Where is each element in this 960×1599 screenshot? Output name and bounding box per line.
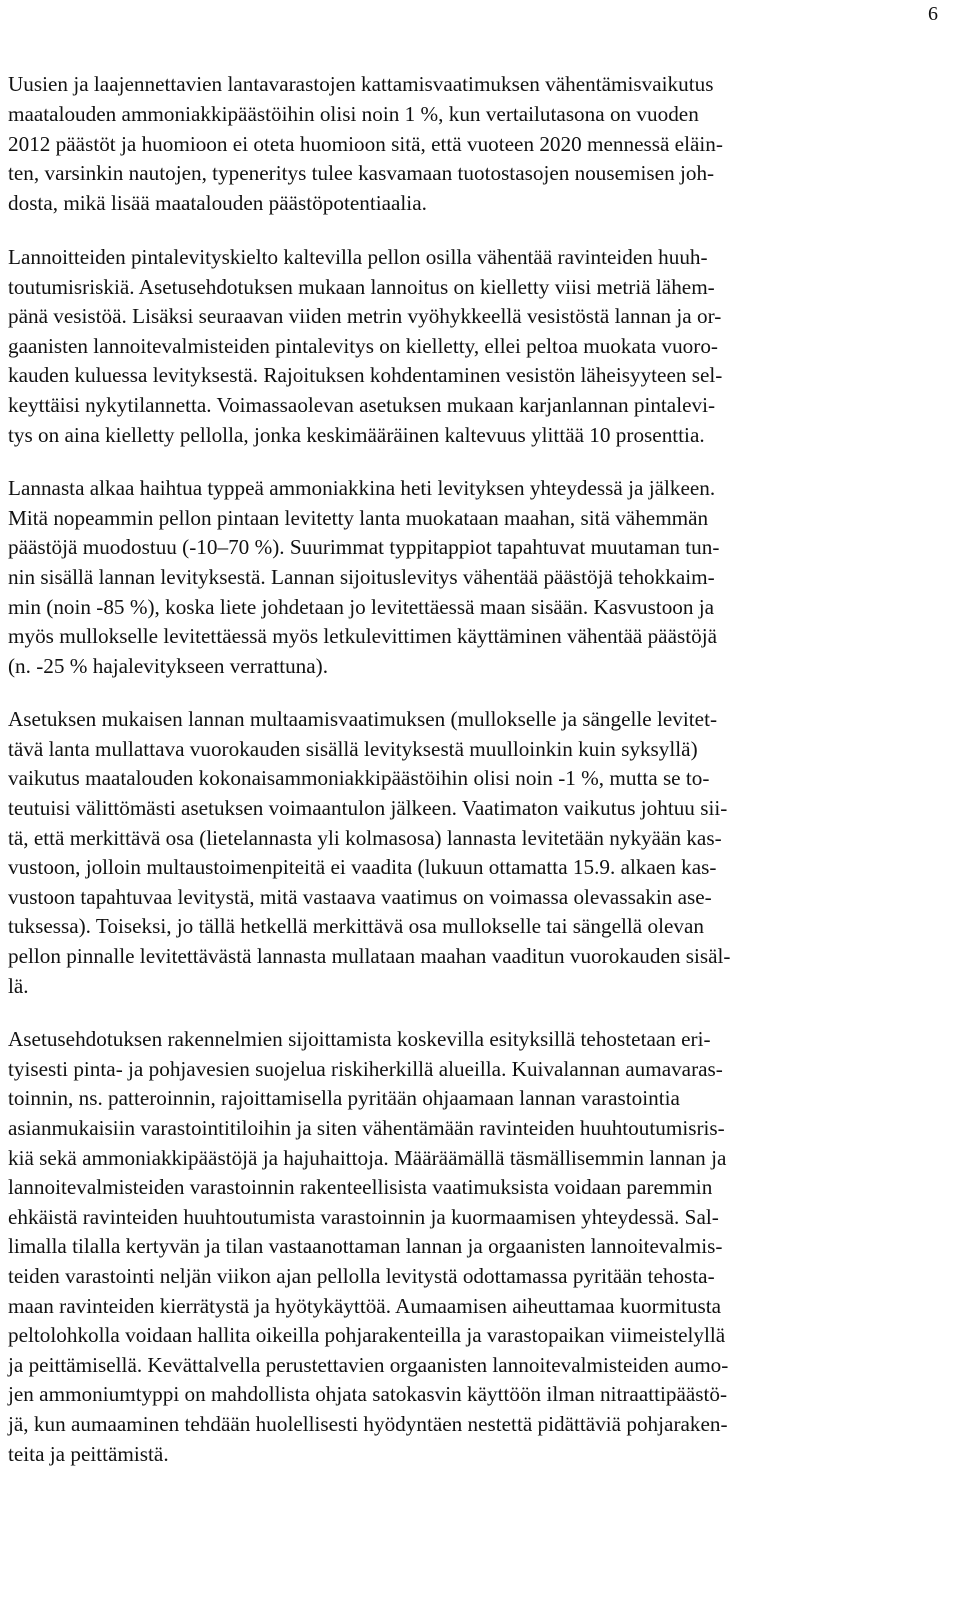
text-line: ehkäistä ravinteiden huuhtoutumista varastoinnin ja kuormaamisen yhteydessä. Sal-	[8, 1204, 719, 1229]
text-line: Lannoitteiden pintalevityskielto kaltevilla pellon osilla vähentää ravinteiden huuh-	[8, 244, 708, 269]
page-number: 6	[928, 3, 938, 25]
document-body	[8, 70, 938, 1493]
text-line: ten, varsinkin nautojen, typeneritys tulee kasvamaan tuotostasojen nousemisen joh-	[8, 161, 715, 186]
text-line: teutuisi välittömästi asetuksen voimaantulon jälkeen. Vaatimaton vaikutus johtuu sii-	[8, 796, 728, 821]
text-line: Asetuksen mukaisen lannan multaamisvaatimuksen (mullokselle ja sängelle levitet-	[8, 707, 718, 732]
paragraph-ammonia-evaporation	[8, 474, 938, 681]
text-line: peltolohkolla voidaan hallita oikeilla pohjarakenteilla ja varastopaikan viimeistelyllä	[8, 1323, 726, 1348]
text-line: toutumisriskiä. Asetusehdotuksen mukaan lannoitus on kielletty viisi metriä lähem-	[8, 274, 715, 299]
text-line: gaanisten lannoitevalmisteiden pintalevitys on kielletty, ellei peltoa muokata vuoro-	[8, 333, 718, 358]
text-line: Lannasta alkaa haihtua typpeä ammoniakkina heti levityksen yhteydessä ja jälkeen.	[8, 476, 716, 501]
text-line: vustoon tapahtuvaa levitystä, mitä vastaava vaatimus on voimassa olevassakin ase-	[8, 884, 712, 909]
text-line: Mitä nopeammin pellon pintaan levitetty lanta muokataan maahan, sitä vähemmän	[8, 505, 709, 530]
text-line: Uusien ja laajennettavien lantavarastojen kattamisvaatimuksen vähentämisvaikutus	[8, 72, 714, 96]
text-line: pellon pinnalle levitettävästä lannasta mullataan maahan vaaditun vuorokauden sisäl-	[8, 944, 731, 969]
text-line: Asetusehdotuksen rakennelmien sijoittamista koskevilla esityksillä tehostetaan eri-	[8, 1027, 711, 1052]
text-line: vaikutus maatalouden kokonaisammoniakkipäästöihin olisi noin -1 %, mutta se to-	[8, 766, 710, 791]
text-line: lannoitevalmisteiden varastoinnin rakenteellisista vaatimuksista voidaan paremmin	[8, 1175, 713, 1200]
text-line: min (noin -85 %), koska liete johdetaan jo levitettäessä maan sisään. Kasvustoon ja	[8, 594, 715, 619]
text-line: tys on aina kielletty pellolla, jonka keskimääräinen kaltevuus ylittää 10 prosenttia.	[8, 422, 705, 447]
text-line: (n. -25 % hajalevitykseen verrattuna).	[8, 653, 329, 678]
text-line: jä, kun aumaaminen tehdään huolellisesti hyödyntäen nestettä pidättäviä pohjaraken-	[8, 1411, 728, 1436]
text-line: asianmukaisiin varastointitiloihin ja siten vähentämään ravinteiden huuhtoutumisris-	[8, 1116, 725, 1141]
text-line: keyttäisi nykytilannetta. Voimassaolevan asetuksen mukaan karjanlannan pintalevi-	[8, 392, 716, 417]
text-line: pänä vesistöä. Lisäksi seuraavan viiden metrin vyöhykkeellä vesistöstä lannan ja or-	[8, 304, 722, 329]
text-line: lä.	[8, 973, 29, 998]
text-line: tä, että merkittävä osa (lietelannasta yli kolmasosa) lannasta levitetään nykyään kas-	[8, 825, 722, 850]
text-line: kauden kuluessa levityksestä. Rajoituksen kohdentaminen vesistön läheisyyteen sel-	[8, 363, 723, 388]
text-line: tävä lanta mullattava vuorokauden sisällä levityksestä muulloinkin kuin syksyllä)	[8, 736, 698, 761]
text-line: limalla tilalla kertyvän ja tilan vastaanottaman lannan ja orgaanisten lannoitevalmis-	[8, 1234, 723, 1259]
text-line: maan ravinteiden kierrätystä ja hyötykäyttöä. Aumaamisen aiheuttamaa kuormitusta	[8, 1293, 722, 1318]
text-line: jen ammoniumtyppi on mahdollista ohjata satokasvin käyttöön ilman nitraattipäästö-	[8, 1382, 728, 1407]
text-line: maatalouden ammoniakkipäästöihin olisi noin 1 %, kun vertailutasona on vuoden	[8, 101, 699, 126]
text-line: dosta, mikä lisää maatalouden päästöpotentiaalia.	[8, 191, 427, 216]
text-line: tuksessa). Toiseksi, jo tällä hetkellä merkittävä osa mullokselle tai sängellä olevan	[8, 914, 704, 939]
text-line: kiä sekä ammoniakkipäästöjä ja hajuhaittoja. Määräämällä täsmällisemmin lannan ja	[8, 1145, 727, 1170]
text-line: teita ja peittämistä.	[8, 1441, 169, 1466]
text-line: vustoon, jolloin multaustoimenpiteitä ei vaadita (lukuun ottamatta 15.9. alkaen kas-	[8, 855, 717, 880]
text-line: teiden varastointi neljän viikon ajan pellolla levitystä odottamassa pyritään tehosta-	[8, 1263, 715, 1288]
text-line: tyisesti pinta- ja pohjavesien suojelua riskiherkillä alueilla. Kuivalannan aumavaras-	[8, 1056, 723, 1081]
text-line: nin sisällä lannan levityksestä. Lannan sijoituslevitys vähentää päästöjä tehokkaim-	[8, 564, 715, 589]
text-line: myös mullokselle levitettäessä myös letkulevittimen käyttäminen vähentää päästöjä	[8, 624, 718, 649]
text-line: ja peittämisellä. Kevättalvella perustettavien orgaanisten lannoitevalmisteiden aumo-	[8, 1352, 729, 1377]
paragraph-incorporation-requirement	[8, 705, 938, 1001]
paragraph-manure-storage-covering	[8, 70, 938, 219]
paragraph-structure-placement	[8, 1025, 938, 1469]
paragraph-surface-spreading-ban	[8, 243, 938, 450]
text-line: 2012 päästöt ja huomioon ei oteta huomioon sitä, että vuoteen 2020 mennessä eläin-	[8, 131, 723, 156]
text-line: toinnin, ns. patteroinnin, rajoittamisella pyritään ohjaamaan lannan varastointia	[8, 1086, 680, 1111]
text-line: päästöjä muodostuu (-10–70 %). Suurimmat typpitappiot tapahtuvat muutaman tun-	[8, 535, 720, 560]
